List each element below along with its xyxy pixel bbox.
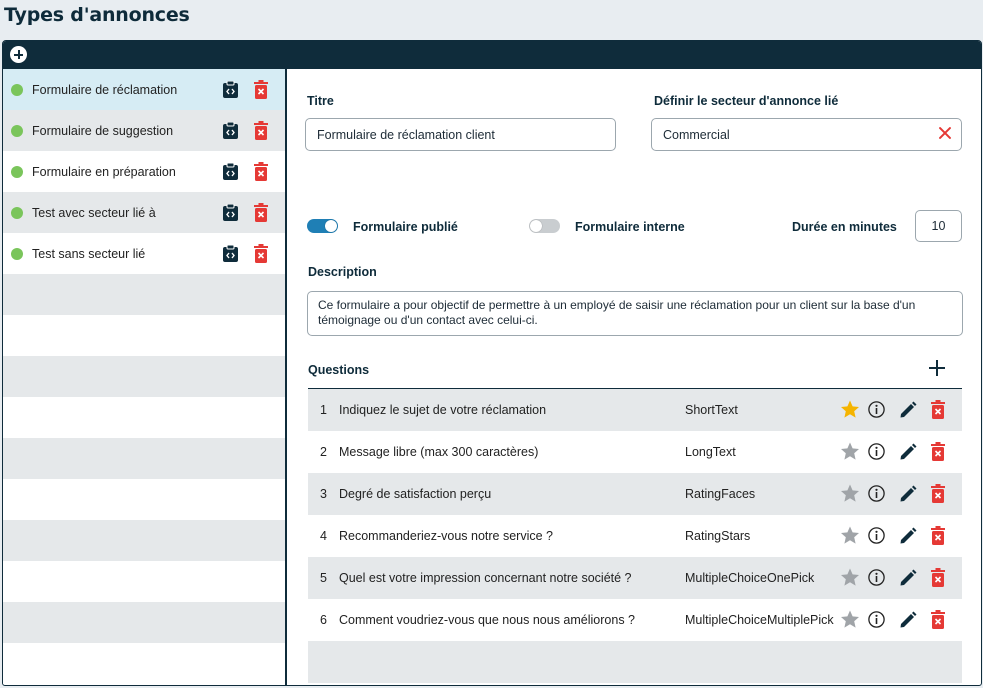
empty-row: [3, 397, 285, 438]
sidebar-item[interactable]: [3, 192, 285, 233]
forms-panel: [2, 40, 982, 686]
delete-icon[interactable]: [930, 484, 946, 503]
empty-row: [3, 274, 285, 315]
question-number: 5: [320, 571, 327, 585]
sidebar-item[interactable]: [3, 110, 285, 151]
question-text: Degré de satisfaction perçu: [339, 487, 492, 501]
delete-icon[interactable]: [253, 162, 269, 181]
question-row[interactable]: [308, 431, 962, 473]
question-type: RatingStars: [685, 529, 751, 543]
toolbar: [3, 41, 981, 69]
info-icon[interactable]: [868, 401, 885, 418]
add-form-icon[interactable]: [10, 46, 27, 63]
empty-row: [3, 561, 285, 602]
status-dot: [11, 248, 23, 260]
code-clipboard-icon[interactable]: [222, 163, 239, 180]
edit-pencil-icon[interactable]: [899, 443, 917, 461]
published-label: Formulaire publié: [353, 220, 458, 234]
title-input[interactable]: Formulaire de réclamation client: [305, 118, 616, 151]
question-row[interactable]: [308, 389, 962, 431]
empty-row: [3, 438, 285, 479]
edit-pencil-icon[interactable]: [899, 401, 917, 419]
sidebar-item-label: Test sans secteur lié: [32, 246, 146, 261]
sidebar-item-label: Formulaire en préparation: [32, 164, 176, 179]
star-icon[interactable]: [840, 442, 860, 461]
info-icon[interactable]: [868, 611, 885, 628]
code-clipboard-icon[interactable]: [222, 204, 239, 221]
status-dot: [11, 84, 23, 96]
description-textarea[interactable]: Ce formulaire a pour objectif de permettre à un employé de saisir une réclamation pour un client sur la base d'un témoignage ou d'un contact avec celui-ci.: [307, 291, 963, 336]
info-icon[interactable]: [868, 527, 885, 544]
question-number: 6: [320, 613, 327, 627]
question-type: RatingFaces: [685, 487, 756, 501]
edit-pencil-icon[interactable]: [899, 569, 917, 587]
duration-label: Durée en minutes: [792, 220, 897, 234]
duration-input[interactable]: 10: [915, 210, 962, 242]
delete-icon[interactable]: [253, 203, 269, 222]
description-label: Description: [308, 265, 377, 279]
info-icon[interactable]: [868, 569, 885, 586]
question-text: Indiquez le sujet de votre réclamation: [339, 403, 547, 417]
status-dot: [11, 166, 23, 178]
question-row[interactable]: [308, 557, 962, 599]
edit-pencil-icon[interactable]: [899, 527, 917, 545]
question-type: LongText: [685, 445, 736, 459]
edit-pencil-icon[interactable]: [899, 485, 917, 503]
code-clipboard-icon[interactable]: [222, 122, 239, 139]
question-row[interactable]: [308, 473, 962, 515]
status-dot: [11, 207, 23, 219]
add-question-icon[interactable]: [929, 359, 947, 377]
questions-table: [308, 388, 962, 683]
delete-icon[interactable]: [930, 400, 946, 419]
delete-icon[interactable]: [930, 526, 946, 545]
question-row[interactable]: [308, 599, 962, 641]
delete-icon[interactable]: [930, 442, 946, 461]
info-icon[interactable]: [868, 485, 885, 502]
empty-question-row: [308, 641, 962, 683]
sidebar-item[interactable]: [3, 69, 285, 110]
empty-row: [3, 602, 285, 643]
sector-value: Commercial: [663, 127, 730, 142]
question-text: Message libre (max 300 caractères): [339, 445, 539, 459]
sector-select[interactable]: [651, 118, 962, 151]
internal-label: Formulaire interne: [575, 220, 685, 234]
form-editor: [289, 69, 981, 685]
empty-row: [3, 356, 285, 397]
question-text: Comment voudriez-vous que nous nous améliorons ?: [339, 613, 635, 627]
star-icon[interactable]: [840, 568, 860, 587]
forms-sidebar: [3, 69, 287, 685]
question-number: 1: [320, 403, 327, 417]
question-text: Quel est votre impression concernant notre société ?: [339, 571, 632, 585]
page-title: Types d'annonces: [4, 4, 190, 26]
question-number: 3: [320, 487, 327, 501]
status-dot: [11, 125, 23, 137]
question-row[interactable]: [308, 515, 962, 557]
empty-row: [3, 643, 285, 684]
delete-icon[interactable]: [253, 80, 269, 99]
star-icon[interactable]: [840, 526, 860, 545]
sidebar-item-label: Test avec secteur lié à: [32, 205, 156, 220]
code-clipboard-icon[interactable]: [222, 81, 239, 98]
sidebar-item[interactable]: [3, 151, 285, 192]
delete-icon[interactable]: [930, 610, 946, 629]
code-clipboard-icon[interactable]: [222, 245, 239, 262]
empty-row: [3, 520, 285, 561]
internal-toggle[interactable]: [529, 219, 560, 233]
sidebar-item[interactable]: [3, 233, 285, 274]
question-type: ShortText: [685, 403, 738, 417]
empty-row: [3, 315, 285, 356]
delete-icon[interactable]: [930, 568, 946, 587]
star-active-icon[interactable]: [840, 400, 860, 419]
delete-icon[interactable]: [253, 244, 269, 263]
title-label: Titre: [307, 94, 334, 108]
empty-row: [3, 479, 285, 520]
question-number: 2: [320, 445, 327, 459]
info-icon[interactable]: [868, 443, 885, 460]
question-type: MultipleChoiceOnePick: [685, 571, 815, 585]
question-type: MultipleChoiceMultiplePick: [685, 613, 834, 627]
star-icon[interactable]: [840, 484, 860, 503]
sector-label: Définir le secteur d'annonce lié: [654, 94, 839, 108]
question-number: 4: [320, 529, 327, 543]
edit-pencil-icon[interactable]: [899, 611, 917, 629]
sidebar-item-label: Formulaire de suggestion: [32, 123, 174, 138]
sidebar-item-label: Formulaire de réclamation: [32, 82, 178, 97]
delete-icon[interactable]: [253, 121, 269, 140]
questions-label: Questions: [308, 363, 370, 377]
published-toggle[interactable]: [307, 219, 338, 233]
star-icon[interactable]: [840, 610, 860, 629]
clear-sector-icon[interactable]: [938, 126, 952, 140]
question-text: Recommanderiez-vous notre service ?: [339, 529, 553, 543]
